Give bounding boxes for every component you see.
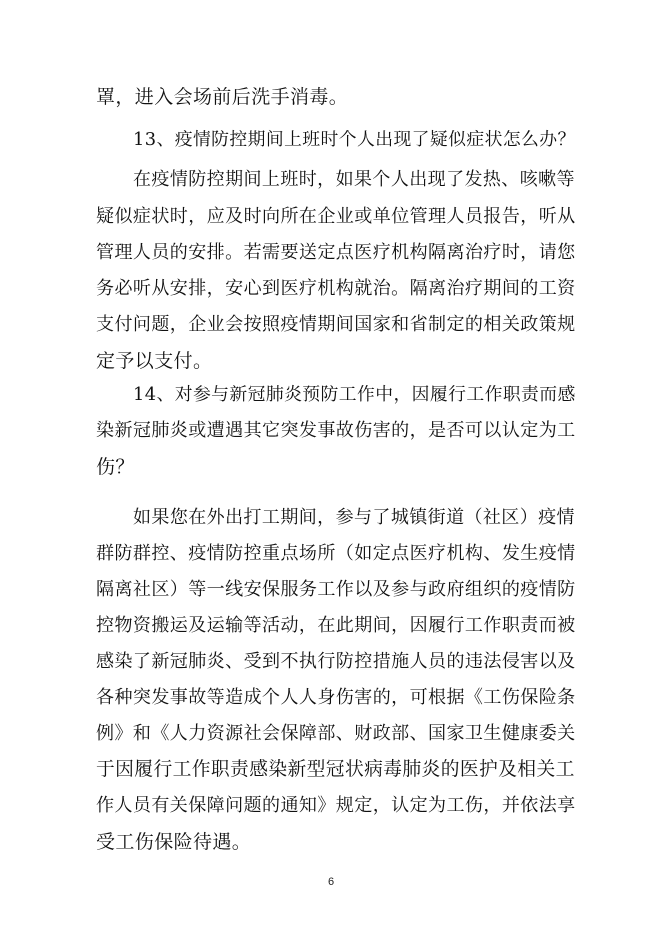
text-line: 隔离社区）等一线安保服务工作以及参与政府组织的疫情防 <box>96 579 576 600</box>
text-line: 疑似症状时，应及时向所在企业或单位管理人员报告，听从 <box>96 206 576 227</box>
text-line: 务必听从安排，安心到医疗机构就治。隔离治疗期间的工资 <box>96 278 576 299</box>
page-number: 6 <box>327 876 335 888</box>
question-13-heading: 13、疫情防控期间上班时个人出现了疑似症状怎么办？ <box>133 129 576 150</box>
text-line: 管理人员的安排。若需要送定点医疗机构隔离治疗时，请您 <box>96 242 576 263</box>
text-line: 于因履行工作职责感染新型冠状病毒肺炎的医护及相关工 <box>96 759 575 780</box>
question-14-heading-cont: 伤？ <box>96 456 135 478</box>
text-line: 在疫情防控期间上班时，如果个人出现了发热、咳嗽等 <box>133 169 575 190</box>
text-line: 群防群控、疫情防控重点场所（如定点医疗机构、发生疫情 <box>96 543 576 564</box>
text-line: 受工伤保险待遇。 <box>96 831 252 853</box>
text-line: 罩，进入会场前后洗手消毒。 <box>96 86 349 108</box>
question-14-heading-cont: 染新冠肺炎或遭遇其它突发事故伤害的，是否可以认定为工 <box>96 420 576 441</box>
text-line: 作人员有关保障问题的通知》规定，认定为工伤，并依法享 <box>96 795 576 816</box>
text-line: 各种突发事故等造成个人人身伤害的，可根据《工伤保险条 <box>96 687 576 708</box>
text-line: 感染了新冠肺炎、受到不执行防控措施人员的违法侵害以及 <box>96 651 576 672</box>
text-line: 支付问题，企业会按照疫情期间国家和省制定的相关政策规 <box>96 314 576 335</box>
text-line: 控物资搬运及运输等活动，在此期间，因履行工作职责而被 <box>96 615 576 636</box>
text-line: 如果您在外出打工期间，参与了城镇街道（社区）疫情 <box>133 507 575 528</box>
text-line: 定予以支付。 <box>96 350 213 372</box>
text-line: 例》和《人力资源社会保障部、财政部、国家卫生健康委关 <box>96 723 576 744</box>
question-14-heading: 14、对参与新冠肺炎预防工作中，因履行工作职责而感 <box>133 384 576 405</box>
